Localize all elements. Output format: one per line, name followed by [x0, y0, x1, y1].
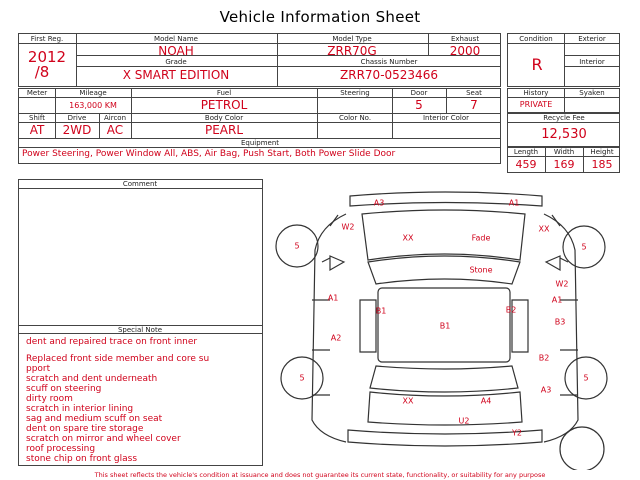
damage-xx-right: XX	[538, 224, 550, 234]
damage-w2-right: W2	[555, 279, 569, 289]
special-note-item: roof processing	[26, 444, 96, 454]
damage-xx-bottom: XX	[402, 396, 414, 406]
exhaust-label: Exhaust	[450, 35, 480, 43]
tailgate-outline	[368, 392, 522, 425]
wheel-fr-rating: 5	[581, 242, 587, 252]
damage-a4: A4	[480, 396, 492, 406]
fuel-label: Fuel	[216, 89, 232, 97]
first-reg-year: 2012	[27, 48, 67, 66]
body-color: PEARL	[204, 123, 244, 137]
damage-y2: Y2	[512, 428, 522, 438]
damage-b2-lower: B2	[538, 353, 550, 363]
first-reg-month: /8	[34, 63, 50, 81]
seat-count: 7	[470, 98, 478, 112]
first-reg-label: First Reg.	[30, 35, 64, 43]
special-note-item: scratch on mirror and wheel cover	[26, 434, 181, 444]
windshield-outline	[368, 256, 520, 284]
model-name-label: Model Name	[154, 35, 198, 43]
special-note-item: scratch in interior lining	[26, 404, 134, 414]
mileage-label: Mileage	[79, 89, 107, 97]
disclaimer-footer: This sheet reflects the vehicle's condition at issuance and does not guarantee its current state, functionality, or suitability for any purpose	[94, 471, 546, 479]
body-color-label: Body Color	[204, 114, 244, 122]
damage-u2: U2	[458, 416, 470, 426]
left-side-outline	[312, 214, 346, 442]
special-note-item	[26, 347, 266, 354]
condition-grade: R	[531, 55, 543, 74]
damage-b2-right: B2	[505, 305, 517, 315]
exhaust: 2000	[449, 44, 481, 58]
seat-label: Seat	[466, 89, 482, 97]
exterior-label: Exterior	[578, 35, 606, 43]
damage-a1-right: A1	[551, 295, 563, 305]
interior-color-label: Interior Color	[422, 114, 470, 122]
model-type-label: Model Type	[332, 35, 372, 43]
special-note-item: pport	[26, 364, 51, 374]
syaken-label: Syaken	[579, 89, 605, 97]
special-notes-list	[26, 337, 266, 464]
hood-outline	[362, 210, 525, 260]
right-side-outline	[544, 214, 578, 442]
special-note-item: scuff on steering	[26, 384, 102, 394]
history: PRIVATE	[519, 100, 553, 109]
aircon-label: Aircon	[103, 114, 127, 122]
recycle-fee: 12,530	[541, 127, 587, 142]
recycle-fee-label: Recycle Fee	[543, 114, 585, 122]
sheet-title: Vehicle Information Sheet	[219, 8, 421, 26]
drive-label: Drive	[67, 114, 87, 122]
mileage: 163,000 KM	[69, 101, 117, 110]
damage-a3-lower: A3	[540, 385, 552, 395]
condition-label: Condition	[519, 35, 553, 43]
special-note-item: Replaced front side member and core su	[26, 354, 210, 364]
history-label: History	[523, 89, 549, 97]
wheel-rr-rating: 5	[583, 373, 589, 383]
height: 185	[591, 158, 613, 171]
damage-b1-center: B1	[439, 321, 451, 331]
color-no-label: Color No.	[338, 114, 372, 122]
damage-xx-top: XX	[402, 233, 414, 243]
steering-label: Steering	[340, 89, 370, 97]
height-label: Height	[590, 148, 614, 156]
wheel-rl-rating: 5	[299, 373, 305, 383]
length-label: Length	[513, 148, 539, 156]
rear-glass-outline	[370, 366, 518, 392]
special-note-label: Special Note	[117, 326, 163, 334]
door-count: 5	[415, 98, 423, 112]
damage-w2-left: W2	[341, 222, 355, 232]
chassis-label: Chassis Number	[360, 58, 418, 66]
damage-b3-right: B3	[554, 317, 566, 327]
damage-a2-left: A2	[330, 333, 342, 343]
model-name: NOAH	[158, 44, 194, 58]
damage-stone: Stone	[469, 265, 493, 275]
comment-label: Comment	[122, 180, 158, 188]
special-note-item: dent and repaired trace on front inner	[26, 337, 198, 347]
interior-label: Interior	[579, 58, 605, 66]
fuel: PETROL	[200, 98, 248, 112]
drive: 2WD	[62, 123, 92, 137]
damage-a1-left: A1	[327, 293, 339, 303]
shift: AT	[29, 123, 45, 137]
shift-label: Shift	[29, 114, 45, 122]
equipment-list: Power Steering, Power Window All, ABS, Air Bag, Push Start, Both Power Slide Door	[22, 149, 396, 159]
length: 459	[515, 158, 537, 171]
damage-a3-top: A3	[373, 198, 385, 208]
special-note-item: sag and medium scuff on seat	[26, 414, 163, 424]
equipment-label: Equipment	[241, 139, 279, 147]
special-note-item: dirty room	[26, 394, 73, 404]
special-note-item: stone chip on front glass	[26, 454, 138, 464]
grade-label: Grade	[165, 58, 187, 66]
meter-label: Meter	[26, 89, 48, 97]
aircon: AC	[106, 123, 124, 137]
chassis-number: ZRR70-0523466	[340, 68, 438, 82]
grade: X SMART EDITION	[122, 68, 230, 82]
door-label: Door	[410, 89, 428, 97]
model-type: ZRR70G	[327, 44, 377, 58]
damage-fade: Fade	[471, 233, 491, 243]
wheel-fl-rating: 5	[294, 241, 300, 251]
width-label: Width	[553, 148, 575, 156]
width: 169	[553, 158, 575, 171]
damage-a1-top: A1	[508, 198, 520, 208]
special-note-item: scratch and dent underneath	[26, 374, 158, 384]
special-note-item: dent on spare tire storage	[26, 424, 144, 434]
damage-b1-left: B1	[375, 306, 387, 316]
